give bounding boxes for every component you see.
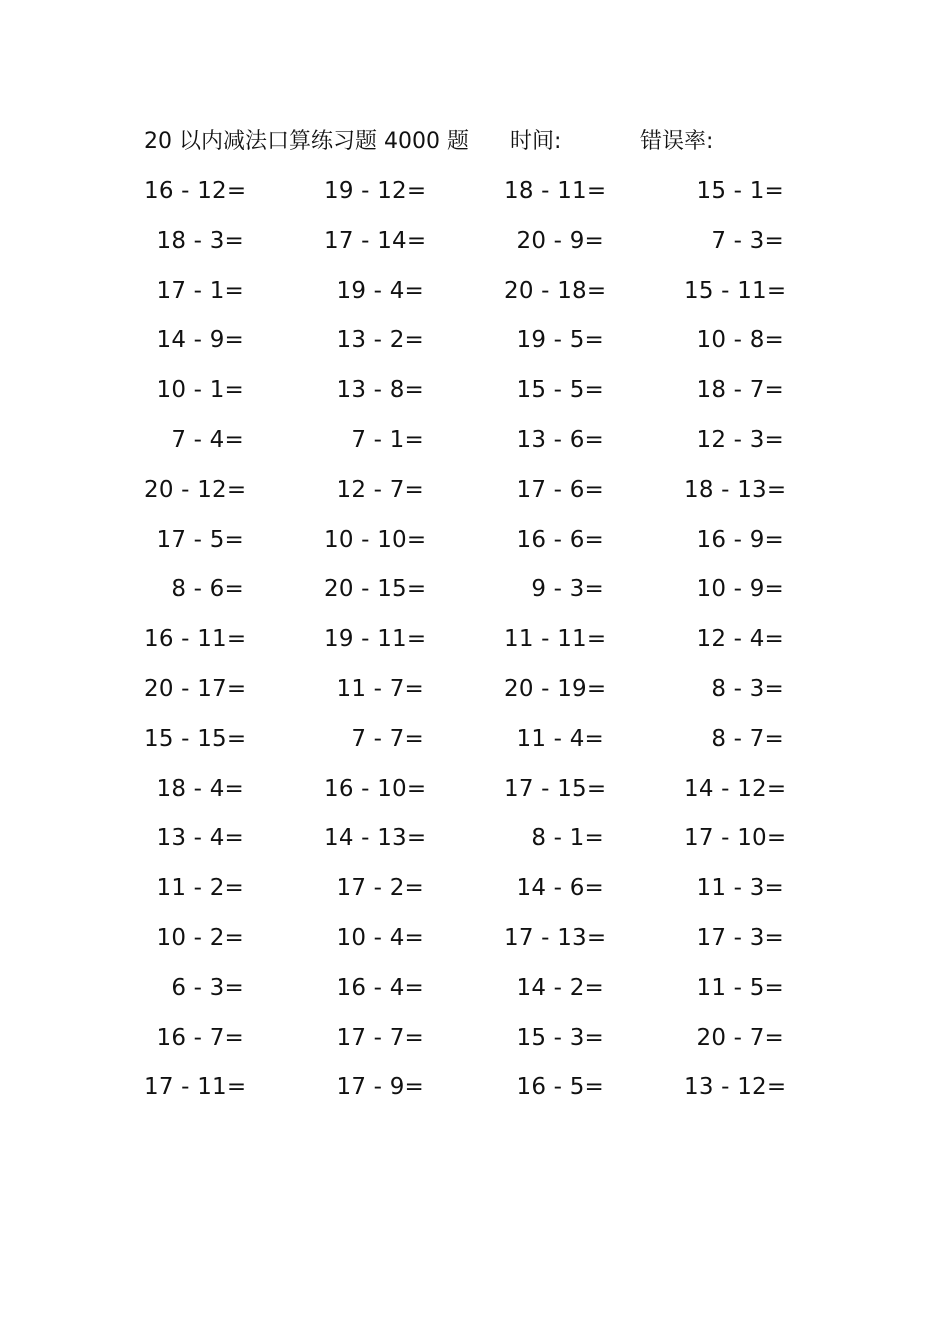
problem-row	[144, 971, 804, 1021]
problem-item: 15 - 3=	[516, 1024, 604, 1051]
problem-item: 16 - 4=	[336, 974, 424, 1001]
problem-item: 18 - 7=	[696, 377, 784, 404]
problem-item: 18 - 4=	[156, 775, 244, 802]
problem-item: 13 - 12=	[684, 1074, 787, 1101]
problem-row	[144, 274, 804, 324]
problem-item: 11 - 4=	[516, 725, 604, 752]
problem-item: 19 - 12=	[324, 178, 427, 204]
problem-item: 6 - 3=	[171, 974, 244, 1001]
problem-item: 14 - 12=	[684, 775, 787, 802]
problem-item: 17 - 10=	[684, 825, 787, 852]
problem-row	[144, 572, 804, 622]
problem-row	[144, 423, 804, 473]
problem-item: 11 - 2=	[156, 875, 244, 902]
problem-item: 14 - 6=	[516, 875, 604, 902]
problem-item: 13 - 4=	[156, 825, 244, 852]
problem-item: 16 - 6=	[516, 526, 604, 553]
time-label: 时间:	[510, 129, 562, 154]
problem-item: 12 - 7=	[336, 476, 424, 503]
problem-item: 10 - 1=	[156, 377, 244, 404]
problem-item: 10 - 8=	[696, 327, 784, 354]
problem-item: 10 - 10=	[324, 526, 427, 553]
problem-item: 18 - 13=	[684, 476, 787, 503]
problem-row	[144, 772, 804, 822]
problem-row	[144, 224, 804, 274]
problem-item: 20 - 9=	[516, 227, 604, 254]
problem-item: 19 - 5=	[516, 327, 604, 354]
problem-row	[144, 523, 804, 573]
problem-item: 8 - 6=	[171, 576, 244, 603]
problem-item: 13 - 8=	[336, 377, 424, 404]
problem-item: 14 - 9=	[156, 327, 244, 354]
problem-item: 13 - 6=	[516, 426, 604, 453]
problem-item: 17 - 3=	[696, 924, 784, 951]
problem-item: 18 - 3=	[156, 227, 244, 254]
problem-item: 8 - 7=	[711, 725, 784, 752]
problem-grid	[144, 174, 804, 1120]
problem-item: 16 - 7=	[156, 1024, 244, 1051]
problem-item: 20 - 18=	[504, 277, 607, 304]
problem-row	[144, 473, 804, 523]
problem-item: 12 - 3=	[696, 426, 784, 453]
problem-item: 10 - 2=	[156, 924, 244, 951]
problem-row	[144, 1021, 804, 1071]
problem-item: 14 - 13=	[324, 825, 427, 852]
problem-item: 20 - 17=	[144, 675, 247, 702]
problem-item: 12 - 4=	[696, 626, 784, 653]
problem-row	[144, 672, 804, 722]
problem-row	[144, 821, 804, 871]
problem-item: 15 - 15=	[144, 725, 247, 752]
problem-item: 14 - 2=	[516, 974, 604, 1001]
problem-item: 17 - 15=	[504, 775, 607, 802]
problem-item: 16 - 11=	[144, 626, 247, 653]
problem-item: 15 - 5=	[516, 377, 604, 404]
problem-row	[144, 323, 804, 373]
problem-item: 17 - 11=	[144, 1074, 247, 1101]
worksheet-header	[144, 126, 844, 158]
problem-item: 17 - 5=	[156, 526, 244, 553]
problem-item: 17 - 14=	[324, 227, 427, 254]
problem-item: 19 - 11=	[324, 626, 427, 653]
worksheet-title: 20 以内减法口算练习题 4000 题	[144, 129, 469, 154]
problem-item: 10 - 9=	[696, 576, 784, 603]
problem-item: 9 - 3=	[531, 576, 604, 603]
problem-item: 16 - 5=	[516, 1074, 604, 1101]
problem-item: 20 - 15=	[324, 576, 427, 603]
problem-item: 20 - 7=	[696, 1024, 784, 1051]
problem-item: 20 - 19=	[504, 675, 607, 702]
problem-item: 11 - 11=	[504, 626, 607, 653]
problem-item: 16 - 12=	[144, 178, 247, 204]
problem-item: 7 - 1=	[351, 426, 424, 453]
problem-item: 17 - 6=	[516, 476, 604, 503]
problem-row	[144, 921, 804, 971]
problem-item: 19 - 4=	[336, 277, 424, 304]
problem-row	[144, 622, 804, 672]
problem-item: 7 - 3=	[711, 227, 784, 254]
problem-row	[144, 174, 804, 224]
problem-item: 16 - 9=	[696, 526, 784, 553]
problem-item: 8 - 1=	[531, 825, 604, 852]
problem-row	[144, 373, 804, 423]
problem-item: 10 - 4=	[336, 924, 424, 951]
problem-item: 17 - 13=	[504, 924, 607, 951]
problem-item: 7 - 4=	[171, 426, 244, 453]
problem-item: 13 - 2=	[336, 327, 424, 354]
problem-item: 15 - 11=	[684, 277, 787, 304]
problem-item: 17 - 7=	[336, 1024, 424, 1051]
problem-item: 17 - 1=	[156, 277, 244, 304]
problem-item: 7 - 7=	[351, 725, 424, 752]
problem-item: 20 - 12=	[144, 476, 247, 503]
problem-item: 11 - 5=	[696, 974, 784, 1001]
error-rate-label: 错误率:	[640, 129, 714, 154]
problem-item: 16 - 10=	[324, 775, 427, 802]
problem-item: 15 - 1=	[696, 178, 784, 204]
problem-item: 17 - 9=	[336, 1074, 424, 1101]
problem-item: 18 - 11=	[504, 178, 607, 204]
problem-item: 11 - 3=	[696, 875, 784, 902]
problem-row	[144, 722, 804, 772]
problem-row	[144, 871, 804, 921]
problem-item: 17 - 2=	[336, 875, 424, 902]
problem-row	[144, 1070, 804, 1120]
problem-item: 8 - 3=	[711, 675, 784, 702]
problem-item: 11 - 7=	[336, 675, 424, 702]
